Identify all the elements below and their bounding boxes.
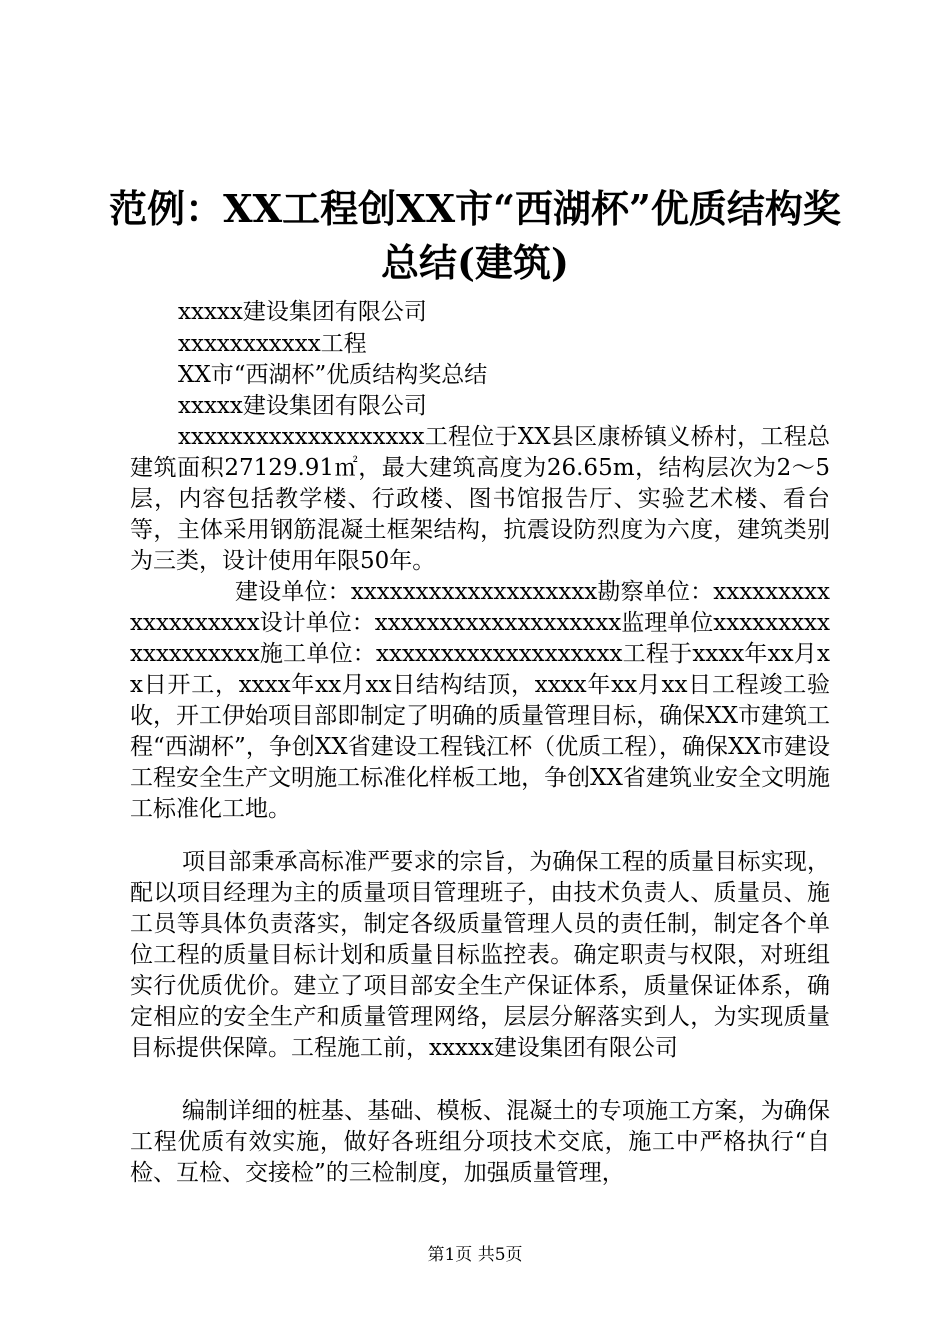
paragraph-construction-plan: 编制详细的桩基、基础、模板、混凝土的专项施工方案，为确保工程优质有效实施，做好各班组分项技术交底，施工中严格执行“自检、互检、交接检”的三检制度，加强质量管理， [130,1098,830,1186]
document-title-line-2: 总结(建筑) [381,240,569,285]
meta-summary-title: XX市“西湖杯”优质结构奖总结 [178,362,488,388]
paragraph-quality-management: 项目部秉承高标准严要求的宗旨，为确保工程的质量目标实现，配以项目经理为主的质量项目管理班子，由技术负责人、质量员、施工员等具体负责落实，制定各级质量管理人员的责任制，制定各个单位工程的质量目标计划和质量目标监控表。确定职责与权限，对班组实行优质优价。建立了项目部安全生产保证体系，质量保证体系，确定相应的安全生产和质量管理网络，层层分解落实到人，为实现质量目标提供保障。工程施工前，xxxxx建设集团有限公司 [130,849,830,1061]
meta-company-repeat: xxxxx建设集团有限公司 [178,393,427,419]
paragraph-participants-goals: 建设单位：xxxxxxxxxxxxxxxxxxx勘察单位：xxxxxxxxxxxxxxxxxxx设计单位：xxxxxxxxxxxxxxxxxxx监理单位xxxxxxxxxxxxxxxxxxx施工单位：xxxxxxxxxxxxxxxxxxx工程于xxxx年xx月xx日开工，xxxx年xx月xx日结构结顶，xxxx年xx月xx日工程竣工验收，开工伊始项目部即制定了明确的质量管理目标，确保XX市建筑工程“西湖杯”，争创XX省建设工程钱江杯（优质工程），确保XX市建设工程安全生产文明施工标准化样板工地，争创XX省建筑业安全文明施工标准化工地。 [130,579,830,822]
page-footer: 第1页 共5页 [427,1245,523,1265]
meta-company: xxxxx建设集团有限公司 [178,299,427,325]
document-title-line-1: 范例：XX工程创XX市“西湖杯”优质结构奖 [109,186,841,231]
meta-project: xxxxxxxxxxx工程 [178,331,367,357]
paragraph-project-overview: xxxxxxxxxxxxxxxxxxx工程位于XX县区康桥镇义桥村，工程总建筑面积27129.91㎡，最大建筑高度为26.65m，结构层次为2～5层，内容包括教学楼、行政楼、图书馆报告厅、实验艺术楼、看台等，主体采用钢筋混凝土框架结构，抗震设防烈度为六度，建筑类别为三类，设计使用年限50年。 [130,424,830,574]
